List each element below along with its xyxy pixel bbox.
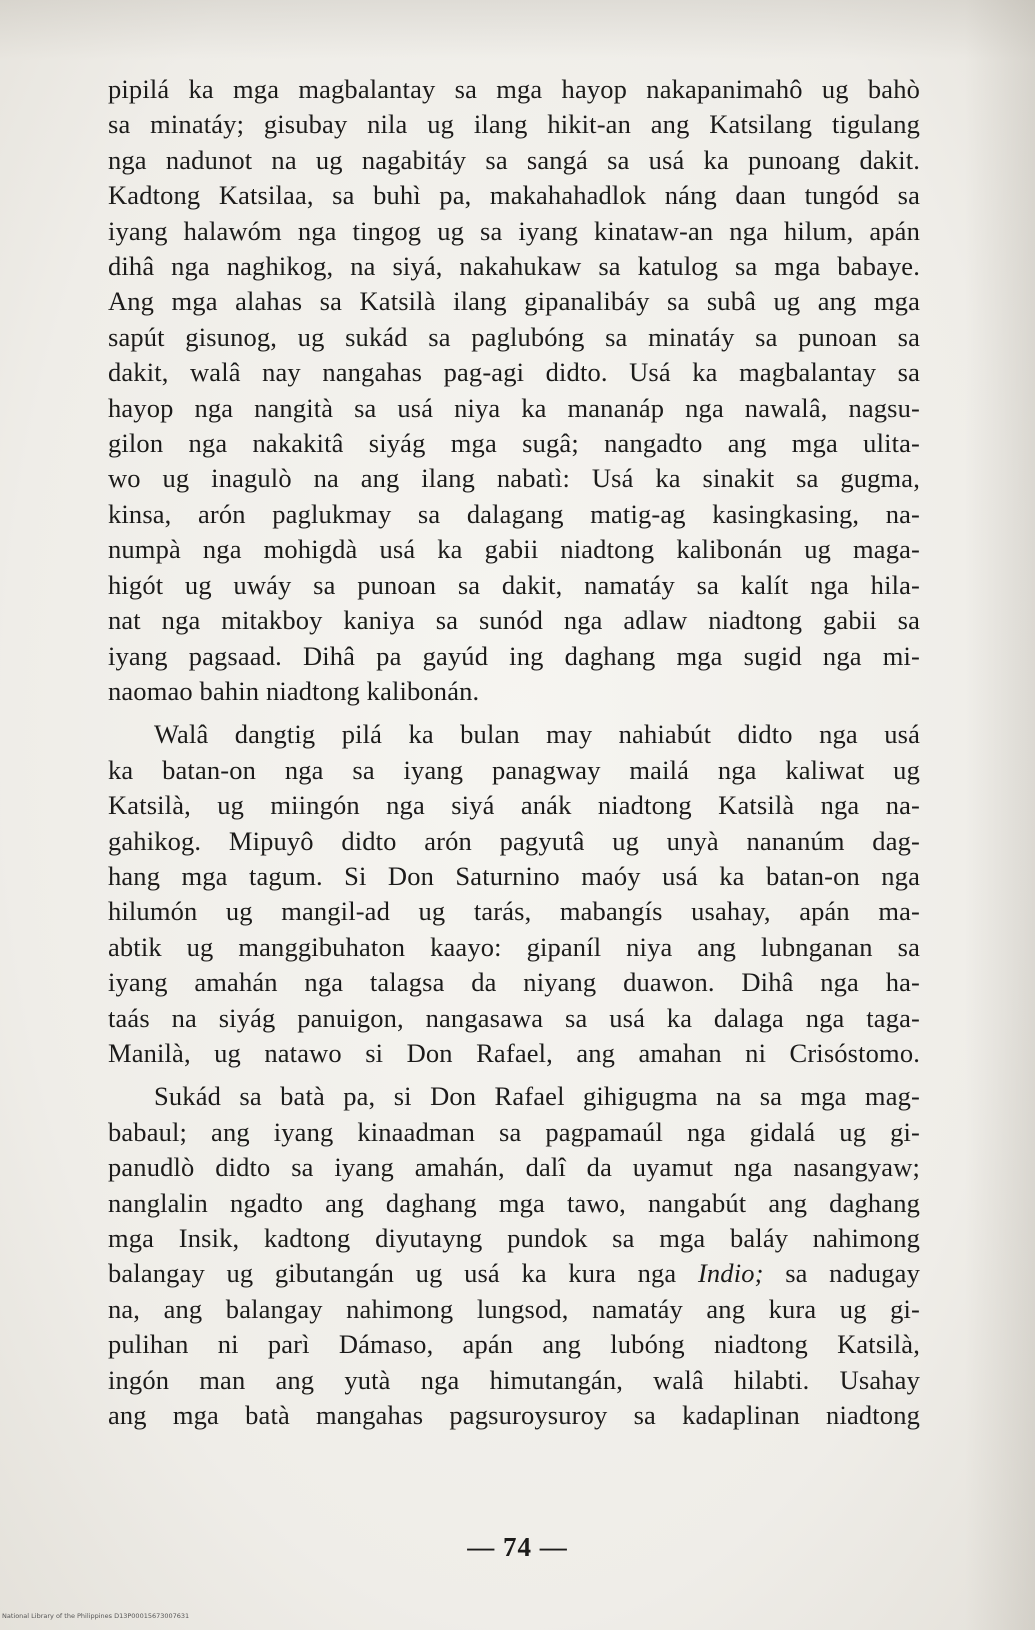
text-line: Manilà, ug natawo si Don Rafael, ang amahan ni Crisóstomo. (108, 1037, 920, 1068)
text-line: panudlò didto sa iyang amahán, dalî da uyamut nga nasangyaw; (108, 1152, 920, 1183)
text-line: hang mga tagum. Si Don Saturnino maóy usá ka batan-on nga (108, 860, 920, 891)
text-line: pipilá ka mga magbalantay sa mga hayop nakapanimahô ug bahò (108, 74, 920, 104)
text-line: sapút gisunog, ug sukád sa paglubóng sa minatáy sa punoan sa (108, 321, 920, 352)
text-line: ka batan-on nga sa iyang panagway mailá nga kaliwat ug (108, 754, 920, 785)
text-line: ingón man ang yutà nga himutangán, walâ hilabti. Usahay (108, 1364, 920, 1395)
text-line: dakit, walâ nay nangahas pag-agi didto. Usá ka magbalantay sa (108, 357, 920, 388)
text-line: iyang amahán nga talagsa da niyang duawon. Dihâ nga ha- (108, 967, 920, 998)
text-line: higót ug uwáy sa punoan sa dakit, namatáy sa kalít nga hila- (108, 569, 920, 600)
text-line: Ang mga alahas sa Katsilà ilang gipanalibáy sa subâ ug ang mga (108, 286, 920, 317)
text-line: hilumón ug mangil-ad ug tarás, mabangís usahay, apán ma- (108, 896, 920, 927)
text-line: abtik ug manggibuhaton kaayo: gipaníl niya ang lubnganan sa (108, 931, 920, 962)
text-line: wo ug inagulò na ang ilang nabatì: Usá ka sinakit sa gugma, (108, 463, 920, 494)
body-text (108, 72, 920, 1433)
text-line: iyang pagsaad. Dihâ pa gayúd ing daghang mga sugid nga mi- (108, 640, 920, 671)
text-line: babaul; ang iyang kinaadman sa pagpamaúl nga gidalá ug gi- (108, 1116, 920, 1147)
text-line: sa minatáy; gisubay nila ug ilang hikit-an ang Katsilang tigulang (108, 109, 920, 140)
text-line: iyang halawóm nga tingog ug sa iyang kinataw-an nga hilum, apán (108, 215, 920, 246)
text-line: nanglalin ngadto ang daghang mga tawo, nangabút ang daghang (108, 1187, 920, 1218)
text-line: balangay ug gibutangán ug usá ka kura nga Indio; sa nadugay (108, 1258, 920, 1289)
italic-word: Indio; (697, 1258, 764, 1289)
text-line: nat nga mitakboy kaniya sa sunód nga adlaw niadtong gabii sa (108, 605, 920, 636)
text-line: na, ang balangay nahimong lungsod, namatáy ang kura ug gi- (108, 1293, 920, 1324)
text-line: kinsa, arón paglukmay sa dalagang matig-ag kasingkasing, na- (108, 498, 920, 529)
text-line: dihâ nga naghikog, na siyá, nakahukaw sa katulog sa mga babaye. (108, 251, 920, 282)
paragraph-3 (108, 1079, 920, 1433)
text-line: gilon nga nakakitâ siyág mga sugâ; nangadto ang mga ulita- (108, 428, 920, 459)
text-line: Kadtong Katsilaa, sa buhì pa, makahahadlok náng daan tungód sa (108, 180, 920, 211)
text-line: naomao bahin niadtong kalibonán. (108, 675, 480, 706)
text-line: hayop nga nangità sa usá niya ka mananáp nga nawalâ, nagsu- (108, 392, 920, 423)
text-line: gahikog. Mipuyô didto arón pagyutâ ug unyà nananúm dag- (108, 825, 920, 856)
paragraph-1 (108, 72, 920, 709)
text-line: pulihan ni parì Dámaso, apán ang lubóng niadtong Katsilà, (108, 1329, 920, 1360)
paragraph-2 (108, 717, 920, 1071)
library-stamp: National Library of the Philippines D13P00015673007631 (2, 1612, 190, 1620)
text-line: nga nadunot na ug nagabitáy sa sangá sa usá ka punoang dakit. (108, 144, 920, 175)
text-line: Sukád sa batà pa, si Don Rafael gihigugma na sa mga mag- (154, 1081, 920, 1112)
text-line: Katsilà, ug miingón nga siyá anák niadtong Katsilà nga na- (108, 790, 920, 821)
text-line: ang mga batà mangahas pagsuroysuroy sa kadaplinan niadtong (108, 1400, 920, 1431)
text-line: taás na siyág panuigon, nangasawa sa usá ka dalaga nga taga- (108, 1002, 920, 1033)
text-line: numpà nga mohigdà usá ka gabii niadtong kalibonán ug maga- (108, 534, 920, 565)
text-line: mga Insik, kadtong diyutayng pundok sa mga baláy nahimong (108, 1223, 920, 1253)
text-line: Walâ dangtig pilá ka bulan may nahiabút didto nga usá (154, 719, 920, 750)
page-number: — 74 — (467, 1532, 568, 1562)
